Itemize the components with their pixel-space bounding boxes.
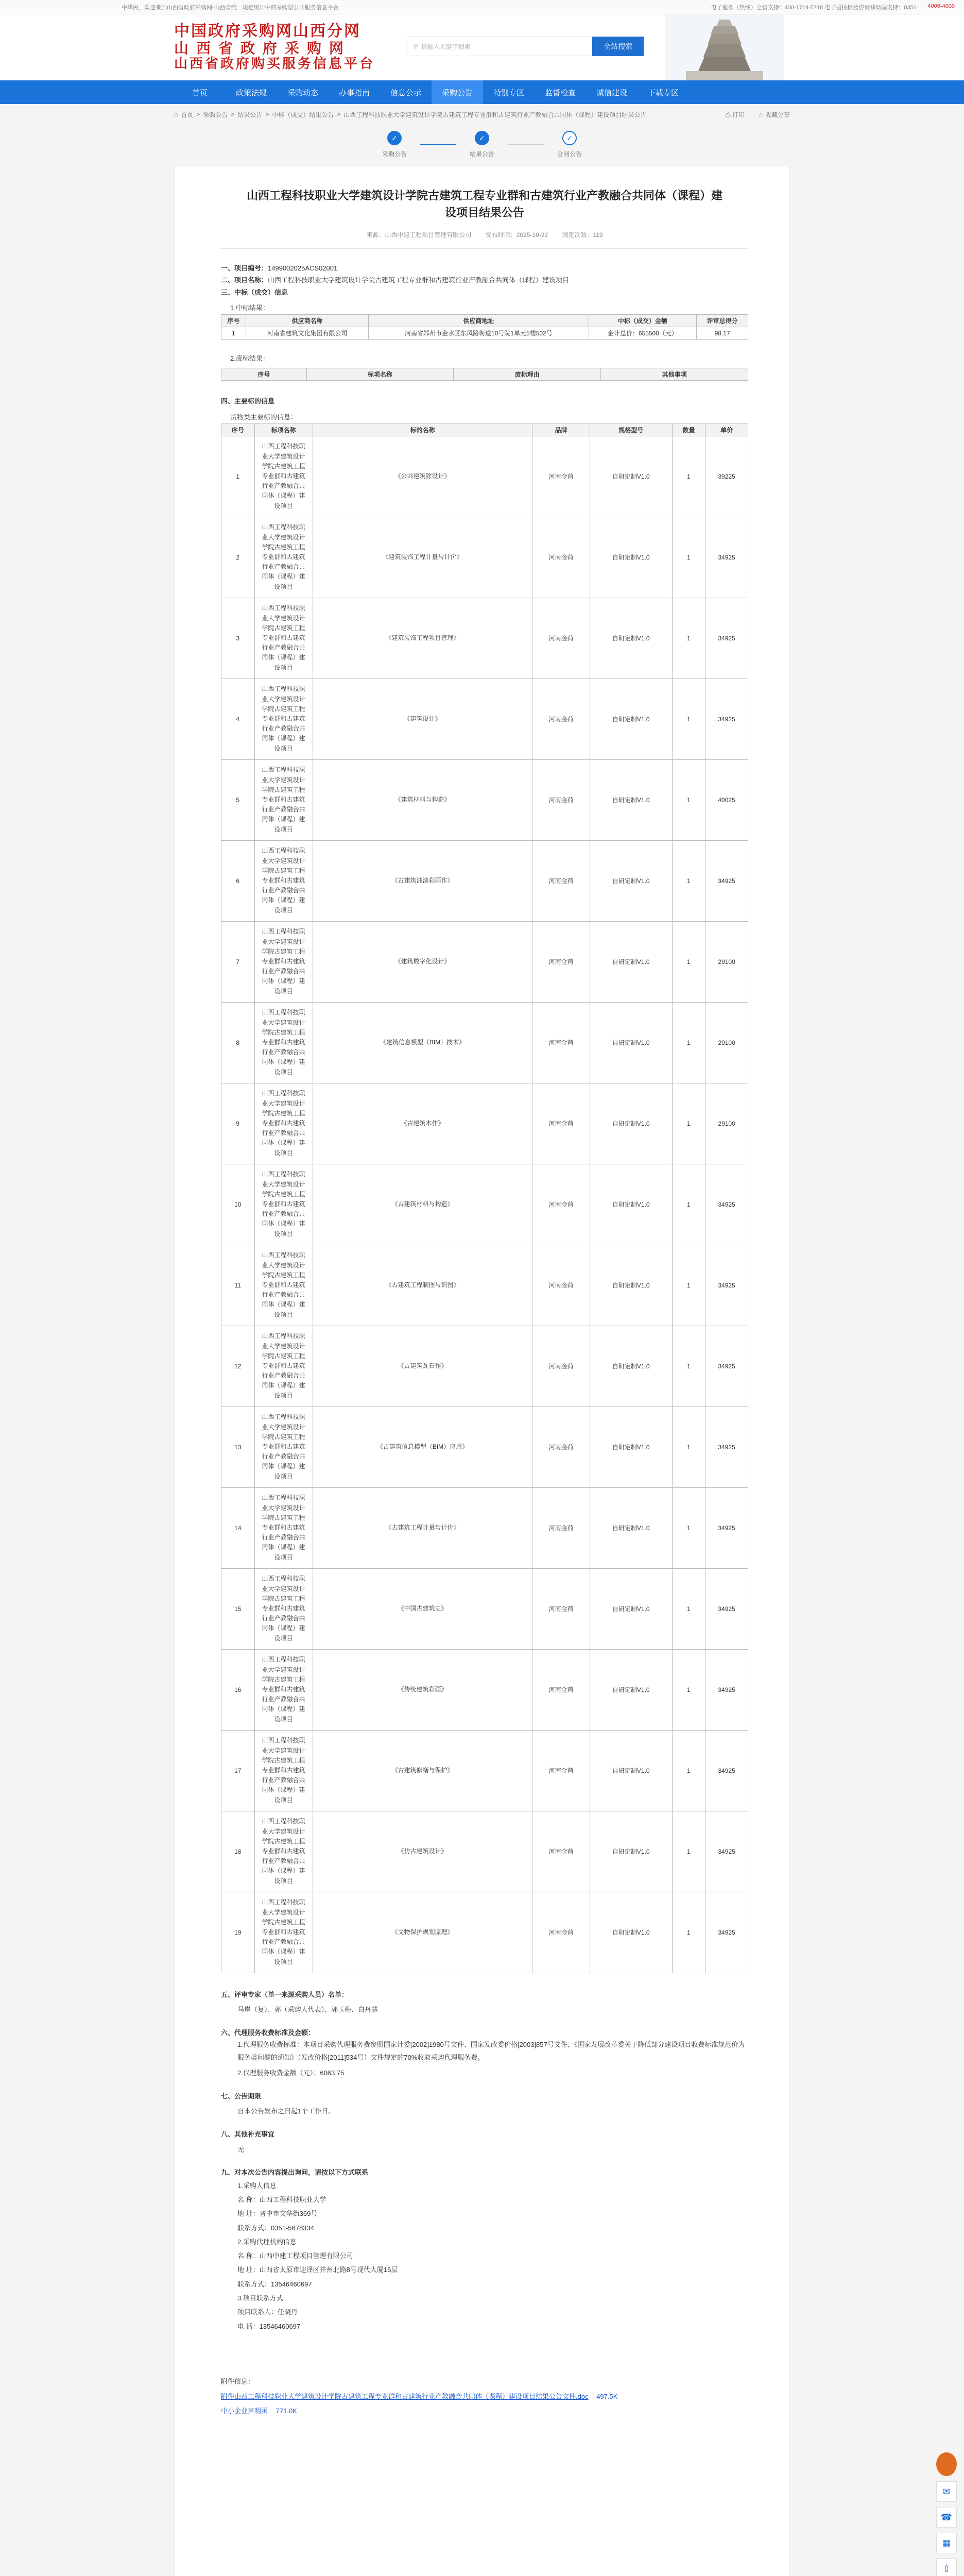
contact-heading: 九、对本次公告内容提出询问，请按以下方式联系 — [221, 2168, 369, 2177]
logo-line-1: 中国政府采购网山西分网 — [174, 22, 361, 40]
cell-spec: 自研定制V1.0 — [590, 598, 672, 679]
share-button[interactable]: ☆ 收藏分享 — [758, 111, 790, 118]
table-header-row: 序号 标项名称 废标理由 其他事项 — [221, 368, 748, 381]
cell-quantity: 1 — [672, 1811, 705, 1892]
cell-item-name: 《建筑装饰工程计量与计价》 — [313, 517, 532, 598]
cell-brand: 河南金荷 — [532, 1326, 590, 1406]
cell-unit-price: 29100 — [705, 1002, 748, 1083]
cell-brand: 河南金荷 — [532, 436, 590, 517]
cell-unit-price: 34925 — [705, 1487, 748, 1568]
cell-lot-name: 山西工程科技职业大学建筑设计学院古建筑工程专业群和古建筑行业产教融合共同体（课程）建设项目 — [254, 679, 313, 759]
period-text: 自本公告发布之日起1个工作日。 — [237, 2107, 335, 2115]
table-row — [221, 1649, 748, 1730]
cell-brand: 河南金荷 — [532, 1811, 590, 1892]
cell-item-name: 《古建筑工程计量与计价》 — [313, 1487, 532, 1568]
table-header-row: 序号 供应商名称 供应商地址 中标（成交）金额 评审总得分 — [221, 315, 748, 327]
other-text: 无 — [237, 2145, 245, 2154]
cell-lot-name: 山西工程科技职业大学建筑设计学院古建筑工程专业群和古建筑行业产教融合共同体（课程）建设项目 — [254, 1002, 313, 1083]
experts-heading: 五、评审专家（单一来源采购人员）名单： — [221, 1990, 349, 1998]
cell-item-name: 《古建筑工程制图与识图》 — [313, 1245, 532, 1326]
cell-lot-name: 山西工程科技职业大学建筑设计学院古建筑工程专业群和古建筑行业产教融合共同体（课程）建设项目 — [254, 436, 313, 517]
table-row — [221, 1326, 748, 1406]
cell-spec: 自研定制V1.0 — [590, 1811, 672, 1892]
fee-amount: 2.代理服务收费金额（元）：6063.75 — [237, 2069, 345, 2077]
table-row — [221, 1164, 748, 1245]
nav-special[interactable]: 特别专区 — [493, 88, 524, 97]
cell-spec: 自研定制V1.0 — [590, 1083, 672, 1164]
nav-home[interactable]: 首页 — [192, 88, 208, 97]
cell-spec: 自研定制V1.0 — [590, 436, 672, 517]
table-row — [221, 840, 748, 921]
cell-lot-name: 山西工程科技职业大学建筑设计学院古建筑工程专业群和古建筑行业产教融合共同体（课程）建设项目 — [254, 1406, 313, 1487]
cell-lot-name: 山西工程科技职业大学建筑设计学院古建筑工程专业群和古建筑行业产教融合共同体（课程）建设项目 — [254, 1892, 313, 1973]
cell-index: 8 — [221, 1002, 255, 1083]
cell-unit-price: 40025 — [705, 759, 748, 840]
cell-spec: 自研定制V1.0 — [590, 1245, 672, 1326]
logo-line-3: 山西省政府购买服务信息平台 — [174, 56, 375, 72]
experts-list: 马岸（复）、郭（采购人代表）、郭玉梅、白丹慧 — [237, 2005, 378, 2013]
cell-index: 7 — [221, 921, 255, 1002]
cell-quantity: 1 — [672, 436, 705, 517]
print-button[interactable]: ⎙ 打印 — [725, 111, 745, 118]
top-bar-welcome: 中华民，欢迎来到山西省政府采购网-山西省统一规定统计中的采购型公共服务信息平台 — [122, 4, 339, 11]
result-sub: 1.中标结果： — [230, 304, 269, 312]
cell-item-name: 《中国古建筑史》 — [313, 1568, 532, 1649]
qr-code-icon[interactable]: ▦ — [936, 2533, 957, 2553]
cell-item-name: 《建筑材料与构造》 — [313, 759, 532, 840]
cell-index: 15 — [221, 1568, 255, 1649]
nav-purchase-news[interactable]: 采购动态 — [287, 88, 318, 97]
cell-spec: 自研定制V1.0 — [590, 1568, 672, 1649]
mascot-icon[interactable] — [936, 2452, 957, 2476]
search-button[interactable]: 全站搜索 — [592, 37, 644, 56]
cell-lot-name: 山西工程科技职业大学建筑设计学院古建筑工程专业群和古建筑行业产教融合共同体（课程）建设项目 — [254, 1649, 313, 1730]
cell-brand: 河南金荷 — [532, 598, 590, 679]
cell-unit-price: 29100 — [705, 921, 748, 1002]
fail-table — [221, 368, 748, 381]
cell-lot-name: 山西工程科技职业大学建筑设计学院古建筑工程专业群和古建筑行业产教融合共同体（课程）建设项目 — [254, 1487, 313, 1568]
cell-brand: 河南金荷 — [532, 759, 590, 840]
breadcrumb-home[interactable]: 首页 — [181, 111, 194, 118]
site-header — [0, 14, 964, 80]
article-source: 来源：山西中建工程项目管理有限公司 — [366, 231, 472, 239]
step-contract-notice[interactable]: ✓ 合同公告 — [544, 131, 595, 158]
back-to-top-icon[interactable]: ⇧ — [936, 2558, 957, 2576]
breadcrumb-item-3[interactable]: 中标（成交）结果公告 — [272, 111, 334, 118]
page-title: 山西工程科技职业大学建筑设计学院古建筑工程专业群和古建筑行业产教融合共同体（课程）建设项目结果公告 — [246, 189, 722, 219]
chat-icon[interactable]: ✉ — [936, 2481, 957, 2502]
cell-spec: 自研定制V1.0 — [590, 840, 672, 921]
cell-brand: 河南金荷 — [532, 679, 590, 759]
cell-spec: 自研定制V1.0 — [590, 1649, 672, 1730]
cell-brand: 河南金荷 — [532, 840, 590, 921]
other-heading: 八、其他补充事宜 — [221, 2130, 275, 2139]
table-row — [221, 1002, 748, 1083]
cell-spec: 自研定制V1.0 — [590, 1164, 672, 1245]
breadcrumb-item-1[interactable]: 采购公告 — [203, 111, 228, 118]
notice-details — [221, 1989, 748, 2333]
top-bar-right — [711, 3, 955, 11]
cell-index: 10 — [221, 1164, 255, 1245]
cell-unit-price: 34925 — [705, 1811, 748, 1892]
check-icon: ✓ — [475, 131, 489, 145]
cell-spec: 自研定制V1.0 — [590, 517, 672, 598]
cell-lot-name: 山西工程科技职业大学建筑设计学院古建筑工程专业群和古建筑行业产教融合共同体（课程）建设项目 — [254, 921, 313, 1002]
cell-item-name: 《文物保护规划原理》 — [313, 1892, 532, 1973]
top-bar — [0, 0, 964, 14]
table-row — [221, 921, 748, 1002]
fee-heading: 六、代理服务收费标准及金额： — [221, 2028, 315, 2037]
cell-quantity: 1 — [672, 840, 705, 921]
table-row — [221, 679, 748, 759]
table-row — [221, 1406, 748, 1487]
main-sub: 货物类主要标的信息： — [230, 413, 298, 421]
site-search — [407, 37, 644, 56]
cell-spec: 自研定制V1.0 — [590, 1326, 672, 1406]
cell-spec: 自研定制V1.0 — [590, 1487, 672, 1568]
table-row — [221, 1892, 748, 1973]
nav-purchase-notice[interactable]: 采购公告 — [432, 80, 483, 104]
attachment-item — [221, 2404, 748, 2419]
table-row — [221, 1245, 748, 1326]
page-tools — [726, 110, 790, 119]
breadcrumb-row — [174, 104, 790, 125]
pagoda-illustration — [665, 14, 784, 80]
top-bar-phone: 电子服务（热线）全省支持：400-1714-5718 电子招投标及咨询移动端支持：0351- — [711, 4, 919, 11]
cell-index: 11 — [221, 1245, 255, 1326]
nav-supervision[interactable]: 监督检查 — [544, 88, 576, 97]
cell-index: 18 — [221, 1811, 255, 1892]
cell-item-name: 《传统建筑彩画》 — [313, 1649, 532, 1730]
top-bar-hotline: 4006-4000 — [927, 3, 955, 9]
cell-index: 3 — [221, 598, 255, 679]
cell-item-name: 《建筑装饰工程项目管理》 — [313, 598, 532, 679]
cell-unit-price: 34925 — [705, 517, 748, 598]
attachment-size: 771.0K — [276, 2407, 297, 2415]
cell-brand: 河南金荷 — [532, 1730, 590, 1811]
cell-quantity: 1 — [672, 1649, 705, 1730]
breadcrumb-item-2[interactable]: 结果公告 — [237, 111, 263, 118]
cell-lot-name: 山西工程科技职业大学建筑设计学院古建筑工程专业群和古建筑行业产教融合共同体（课程）建设项目 — [254, 517, 313, 598]
cell-item-name: 《古建筑信息模型（BIM）应用》 — [313, 1406, 532, 1487]
cell-lot-name: 山西工程科技职业大学建筑设计学院古建筑工程专业群和古建筑行业产教融合共同体（课程）建设项目 — [254, 1245, 313, 1326]
cell-index: 16 — [221, 1649, 255, 1730]
table-row: 1 河南省建筑文化集团有限公司 河南省郑州市金水区东风路街道10号院1单元5楼502号 金计总价：655500（元） 98.17 — [221, 327, 748, 340]
cell-lot-name: 山西工程科技职业大学建筑设计学院古建筑工程专业群和古建筑行业产教融合共同体（课程）建设项目 — [254, 1568, 313, 1649]
cell-brand: 河南金荷 — [532, 1892, 590, 1973]
project-name: 二、项目名称：山西工程科技职业大学建筑设计学院古建筑工程专业群和古建筑行业产教融合共同体（课程）建设项目 — [221, 276, 570, 284]
cell-brand: 河南金荷 — [532, 921, 590, 1002]
cell-index: 2 — [221, 517, 255, 598]
cell-unit-price: 34925 — [705, 1245, 748, 1326]
cell-item-name: 《建筑设计》 — [313, 679, 532, 759]
cell-brand: 河南金荷 — [532, 1083, 590, 1164]
cell-quantity: 1 — [672, 1730, 705, 1811]
table-row — [221, 436, 748, 517]
breadcrumb: ⌂ 首页 > 采购公告 > 结果公告 > 中标（成交）结果公告 > 山西工程科技职业大学建筑设计学院古建筑工程专业群和古建筑行业产教融合共同体（课程）建设项目结果公告 — [174, 111, 647, 118]
cell-lot-name: 山西工程科技职业大学建筑设计学院古建筑工程专业群和古建筑行业产教融合共同体（课程）建设项目 — [254, 1730, 313, 1811]
fee-standard: 1.代理服务收费标准：本项目采购代理服务费参照国家计委[2002]1980号文件、国家发改委价格[2003]857号文件、《国家发展改革委关于降低部分建设项目收费标准规范价为服务类问题的通知》（发改价格[2011]534号）文件规定的70%收取采购代理服务费。 — [237, 2041, 745, 2061]
cell-quantity: 1 — [672, 1406, 705, 1487]
cell-spec: 自研定制V1.0 — [590, 679, 672, 759]
cell-index: 5 — [221, 759, 255, 840]
supplier-table — [221, 314, 748, 340]
cell-unit-price: 34925 — [705, 1406, 748, 1487]
cell-unit-price: 34925 — [705, 1730, 748, 1811]
table-row — [221, 1811, 748, 1892]
cell-item-name: 《建筑数字化设计》 — [313, 921, 532, 1002]
attachment-size: 497.5K — [596, 2392, 618, 2400]
cell-lot-name: 山西工程科技职业大学建筑设计学院古建筑工程专业群和古建筑行业产教融合共同体（课程）建设项目 — [254, 1083, 313, 1164]
cell-index: 17 — [221, 1730, 255, 1811]
cell-brand: 河南金荷 — [532, 1568, 590, 1649]
table-row — [221, 1730, 748, 1811]
nav-policy[interactable]: 政策法规 — [235, 88, 267, 97]
cell-index: 14 — [221, 1487, 255, 1568]
notice-progress — [174, 125, 790, 166]
attachments-label: 附件信息： — [221, 2377, 255, 2385]
attachment-link[interactable]: 附件山西工程科技职业大学建筑设计学院古建筑工程专业群和古建筑行业产教融合共同体（课程）建设项目结果公告文件.doc — [221, 2392, 589, 2400]
cell-lot-name: 山西工程科技职业大学建筑设计学院古建筑工程专业群和古建筑行业产教融合共同体（课程）建设项目 — [254, 598, 313, 679]
nav-download[interactable]: 下载专区 — [647, 88, 679, 97]
cell-unit-price: 34925 — [705, 1326, 748, 1406]
contact-info: 1.采购人信息 名 称：山西工程科技职业大学 地 址：晋中市文华街369号 联系方式：0351-5678334 2.采购代理机构信息 名 称：山西中建工程项目管理有限公司 地 址：山西省太原市迎泽区并州北路8号现代大厦16层 联系方式：13546460697 3.项目联系方式 项目联系人：任晓丹 电 话：13546460697 — [237, 2181, 398, 2330]
article-content — [174, 166, 790, 2576]
cell-lot-name: 山西工程科技职业大学建筑设计学院古建筑工程专业群和古建筑行业产教融合共同体（课程）建设项目 — [254, 1326, 313, 1406]
search-icon: ⚲ — [414, 43, 418, 50]
period-heading: 七、公告期限 — [221, 2092, 262, 2100]
result-heading: 三、中标（成交）信息 — [221, 288, 288, 296]
article-date: 发布时间：2025-10-22 — [485, 231, 548, 239]
cell-quantity: 1 — [672, 1326, 705, 1406]
table-row — [221, 1083, 748, 1164]
cell-quantity: 1 — [672, 517, 705, 598]
step-result-notice[interactable]: ✓ 结果公告 — [456, 131, 508, 158]
check-icon: ✓ — [387, 131, 402, 145]
cell-index: 13 — [221, 1406, 255, 1487]
cell-spec: 自研定制V1.0 — [590, 1002, 672, 1083]
table-row — [221, 598, 748, 679]
cell-unit-price: 34925 — [705, 679, 748, 759]
cell-brand: 河南金荷 — [532, 1406, 590, 1487]
cell-index: 6 — [221, 840, 255, 921]
nav-guide[interactable]: 办事指南 — [338, 88, 370, 97]
cell-unit-price: 34925 — [705, 1164, 748, 1245]
cell-index: 12 — [221, 1326, 255, 1406]
cell-lot-name: 山西工程科技职业大学建筑设计学院古建筑工程专业群和古建筑行业产教融合共同体（课程）建设项目 — [254, 1811, 313, 1892]
table-row — [221, 517, 748, 598]
home-icon: ⌂ — [174, 111, 178, 118]
cell-spec: 自研定制V1.0 — [590, 921, 672, 1002]
breadcrumb-item-4: 山西工程科技职业大学建筑设计学院古建筑工程专业群和古建筑行业产教融合共同体（课程）建设项目结果公告 — [343, 111, 647, 118]
main-nav — [0, 80, 964, 104]
cell-lot-name: 山西工程科技职业大学建筑设计学院古建筑工程专业群和古建筑行业产教融合共同体（课程）建设项目 — [254, 1164, 313, 1245]
cell-quantity: 1 — [672, 1568, 705, 1649]
cell-spec: 自研定制V1.0 — [590, 1730, 672, 1811]
cell-lot-name: 山西工程科技职业大学建筑设计学院古建筑工程专业群和古建筑行业产教融合共同体（课程）建设项目 — [254, 840, 313, 921]
table-row — [221, 1568, 748, 1649]
floating-toolbar — [936, 2452, 957, 2576]
cell-quantity: 1 — [672, 1487, 705, 1568]
cell-quantity: 1 — [672, 921, 705, 1002]
cell-index: 4 — [221, 679, 255, 759]
cell-brand: 河南金荷 — [532, 1487, 590, 1568]
cell-index: 1 — [221, 436, 255, 517]
cell-spec: 自研定制V1.0 — [590, 1892, 672, 1973]
phone-icon[interactable]: ☎ — [936, 2507, 957, 2528]
cell-unit-price: 39225 — [705, 436, 748, 517]
nav-credit[interactable]: 诚信建设 — [596, 88, 627, 97]
table-row — [221, 1487, 748, 1568]
cell-quantity: 1 — [672, 1892, 705, 1973]
site-logo[interactable] — [174, 23, 375, 73]
article-meta — [221, 230, 748, 249]
cell-item-name: 《古建筑修缮与保护》 — [313, 1730, 532, 1811]
cell-lot-name: 山西工程科技职业大学建筑设计学院古建筑工程专业群和古建筑行业产教融合共同体（课程）建设项目 — [254, 759, 313, 840]
check-icon: ✓ — [562, 131, 577, 145]
search-input[interactable] — [407, 37, 592, 56]
cell-quantity: 1 — [672, 679, 705, 759]
cell-brand: 河南金荷 — [532, 1245, 590, 1326]
cell-item-name: 《公共建筑除设计》 — [313, 436, 532, 517]
cell-item-name: 《建筑信息模型（BIM）技术》 — [313, 1002, 532, 1083]
cell-unit-price: 34925 — [705, 840, 748, 921]
cell-brand: 河南金荷 — [532, 1164, 590, 1245]
attachment-link[interactable]: 中小企业声明函 — [221, 2407, 268, 2415]
cell-item-name: 《古建筑油漆彩画作》 — [313, 840, 532, 921]
items-table — [221, 423, 748, 1973]
cell-brand: 河南金荷 — [532, 517, 590, 598]
cell-item-name: 《仿古建筑设计》 — [313, 1811, 532, 1892]
nav-info-public[interactable]: 信息公示 — [390, 88, 421, 97]
attachment-item — [221, 2389, 748, 2404]
main-heading: 四、主要标的信息 — [221, 397, 275, 405]
article-views: 浏览次数：119 — [562, 231, 603, 239]
search-placeholder: 请输入关键字搜索 — [421, 43, 471, 50]
cell-quantity: 1 — [672, 1245, 705, 1326]
table-header-row: 序号 标项名称 标的名称 品牌 规格型号 数量 单价 — [221, 423, 748, 436]
cell-unit-price: 29100 — [705, 1083, 748, 1164]
logo-line-2: 山西省政府采购网 — [174, 40, 352, 57]
cell-quantity: 1 — [672, 759, 705, 840]
cell-unit-price: 34925 — [705, 1892, 748, 1973]
cell-unit-price: 34925 — [705, 598, 748, 679]
attachments — [221, 2375, 748, 2419]
table-row — [221, 759, 748, 840]
cell-item-name: 《古建筑木作》 — [313, 1083, 532, 1164]
step-purchase-notice[interactable]: ✓ 采购公告 — [369, 131, 420, 158]
cell-quantity: 1 — [672, 1164, 705, 1245]
cell-unit-price: 34925 — [705, 1568, 748, 1649]
cell-brand: 河南金荷 — [532, 1002, 590, 1083]
cell-index: 9 — [221, 1083, 255, 1164]
project-number: 一、项目编号：1499002025ACS02001 — [221, 264, 338, 272]
fail-sub: 2.废标结果： — [230, 354, 269, 363]
cell-spec: 自研定制V1.0 — [590, 1406, 672, 1487]
cell-unit-price: 34925 — [705, 1649, 748, 1730]
cell-brand: 河南金荷 — [532, 1649, 590, 1730]
cell-quantity: 1 — [672, 1002, 705, 1083]
cell-quantity: 1 — [672, 598, 705, 679]
cell-item-name: 《古建筑瓦石作》 — [313, 1326, 532, 1406]
cell-quantity: 1 — [672, 1083, 705, 1164]
cell-item-name: 《古建筑材料与构造》 — [313, 1164, 532, 1245]
cell-spec: 自研定制V1.0 — [590, 759, 672, 840]
cell-index: 19 — [221, 1892, 255, 1973]
